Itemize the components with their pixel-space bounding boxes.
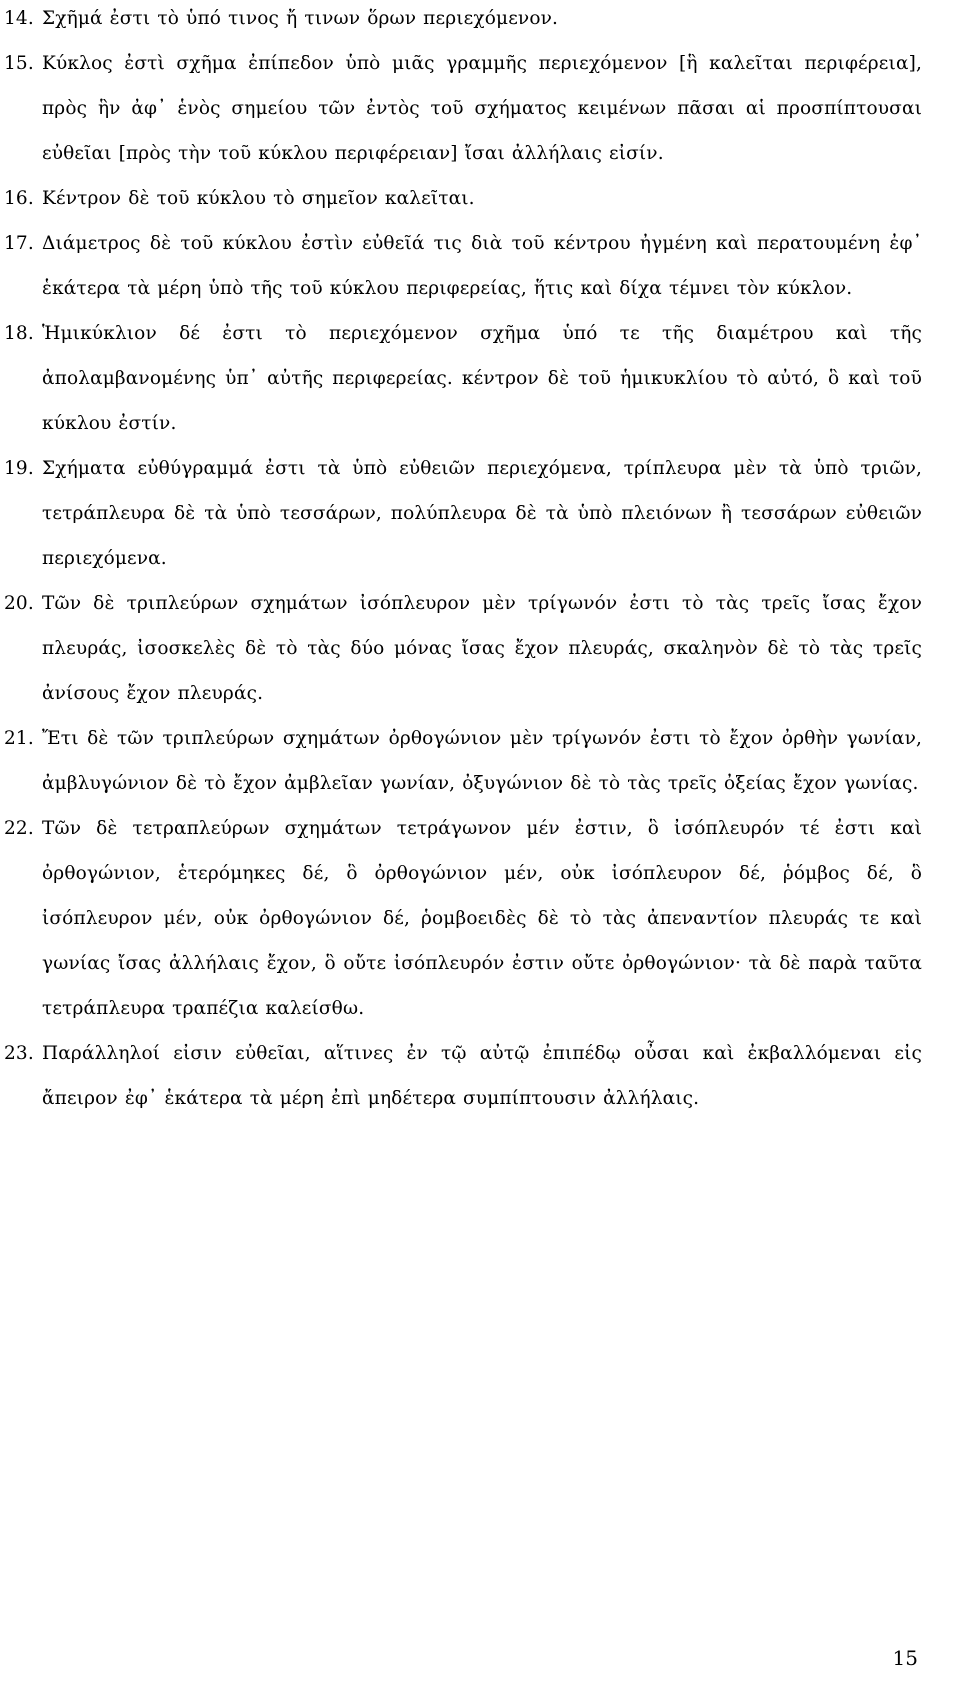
definition-text: Σχήματα εὐθύγραμμά ἐστι τὰ ὑπὸ εὐθειῶν περιεχόμενα, τρίπλευρα μὲν τὰ ὑπὸ τριῶν, τετράπλευρα δὲ τὰ ὑπὸ τεσσάρων, πολύπλευρα δὲ τὰ ὑπὸ πλειόνων ἢ τεσσάρων εὐθειῶν περιεχόμενα. xyxy=(42,458,922,569)
definitions-list xyxy=(4,0,922,1121)
definition-number: 23. xyxy=(4,1043,34,1064)
definition-number: 14. xyxy=(4,8,34,29)
definition-number: 15. xyxy=(4,53,34,74)
definition-21 xyxy=(4,716,922,806)
definition-text: Ἔτι δὲ τῶν τριπλεύρων σχημάτων ὀρθογώνιον μὲν τρίγωνόν ἐστι τὸ ἔχον ὀρθὴν γωνίαν, ἀμβλυγώνιον δὲ τὸ ἔχον ἀμβλεῖαν γωνίαν, ὀξυγώνιον δὲ τὸ τὰς τρεῖς ὀξείας ἔχον γωνίας. xyxy=(42,728,922,794)
definition-20 xyxy=(4,581,922,716)
definition-17 xyxy=(4,221,922,311)
definition-number: 22. xyxy=(4,818,34,839)
definition-14 xyxy=(4,0,922,41)
definition-number: 19. xyxy=(4,458,34,479)
definition-23 xyxy=(4,1031,922,1121)
definition-text: Παράλληλοί εἰσιν εὐθεῖαι, αἵτινες ἐν τῷ αὐτῷ ἐπιπέδῳ οὖσαι καὶ ἐκβαλλόμεναι εἰς ἄπειρον ἐφ᾽ ἑκάτερα τὰ μέρη ἐπὶ μηδέτερα συμπίπτουσιν ἀλλήλαις. xyxy=(42,1043,922,1109)
definition-text: Σχῆμά ἐστι τὸ ὑπό τινος ἤ τινων ὅρων περιεχόμενον. xyxy=(42,8,559,29)
definition-text: Τῶν δὲ τετραπλεύρων σχημάτων τετράγωνον μέν ἐστιν, ὃ ἰσόπλευρόν τέ ἐστι καὶ ὀρθογώνιον, ἑτερόμηκες δέ, ὃ ὀρθογώνιον μέν, οὐκ ἰσόπλευρον δέ, ῥόμβος δέ, ὃ ἰσόπλευρον μέν, οὐκ ὀρθογώνιον δέ, ῥομβοειδὲς δὲ τὸ τὰς ἀπεναντίον πλευράς τε καὶ γωνίας ἴσας ἀλλήλαις ἔχον, ὃ οὔτε ἰσόπλευρόν ἐστιν οὔτε ὀρθογώνιον· τὰ δὲ παρὰ ταῦτα τετράπλευρα τραπέζια καλείσθω. xyxy=(42,818,922,1019)
page-number: 15 xyxy=(892,1646,918,1670)
definition-number: 18. xyxy=(4,323,34,344)
definition-number: 21. xyxy=(4,728,34,749)
definition-number: 20. xyxy=(4,593,34,614)
definition-text: Κέντρον δὲ τοῦ κύκλου τὸ σημεῖον καλεῖται. xyxy=(42,188,475,209)
definition-text: Τῶν δὲ τριπλεύρων σχημάτων ἰσόπλευρον μὲν τρίγωνόν ἐστι τὸ τὰς τρεῖς ἴσας ἔχον πλευράς, ἰσοσκελὲς δὲ τὸ τὰς δύο μόνας ἴσας ἔχον πλευράς, σκαληνὸν δὲ τὸ τὰς τρεῖς ἀνίσους ἔχον πλευράς. xyxy=(42,593,922,704)
definition-22 xyxy=(4,806,922,1031)
definition-text: Ἡμικύκλιον δέ ἐστι τὸ περιεχόμενον σχῆμα ὑπό τε τῆς διαμέτρου καὶ τῆς ἀπολαμβανομένης ὑπ᾽ αὐτῆς περιφερείας. κέντρον δὲ τοῦ ἡμικυκλίου τὸ αὐτό, ὃ καὶ τοῦ κύκλου ἐστίν. xyxy=(42,323,922,434)
definition-16 xyxy=(4,176,922,221)
definition-15 xyxy=(4,41,922,176)
definition-text: Κύκλος ἐστὶ σχῆμα ἐπίπεδον ὑπὸ μιᾶς γραμμῆς περιεχόμενον [ἣ καλεῖται περιφέρεια], πρὸς ἣν ἀφ᾽ ἑνὸς σημείου τῶν ἐντὸς τοῦ σχήματος κειμένων πᾶσαι αἱ προσπίπτουσαι εὐθεῖαι [πρὸς τὴν τοῦ κύκλου περιφέρειαν] ἴσαι ἀλλήλαις εἰσίν. xyxy=(42,53,922,164)
definition-18 xyxy=(4,311,922,446)
definition-number: 17. xyxy=(4,233,34,254)
definition-text: Διάμετρος δὲ τοῦ κύκλου ἐστὶν εὐθεῖά τις διὰ τοῦ κέντρου ἠγμένη καὶ περατουμένη ἐφ᾽ ἑκάτερα τὰ μέρη ὑπὸ τῆς τοῦ κύκλου περιφερείας, ἥτις καὶ δίχα τέμνει τὸν κύκλον. xyxy=(42,233,922,299)
definition-number: 16. xyxy=(4,188,34,209)
definition-19 xyxy=(4,446,922,581)
